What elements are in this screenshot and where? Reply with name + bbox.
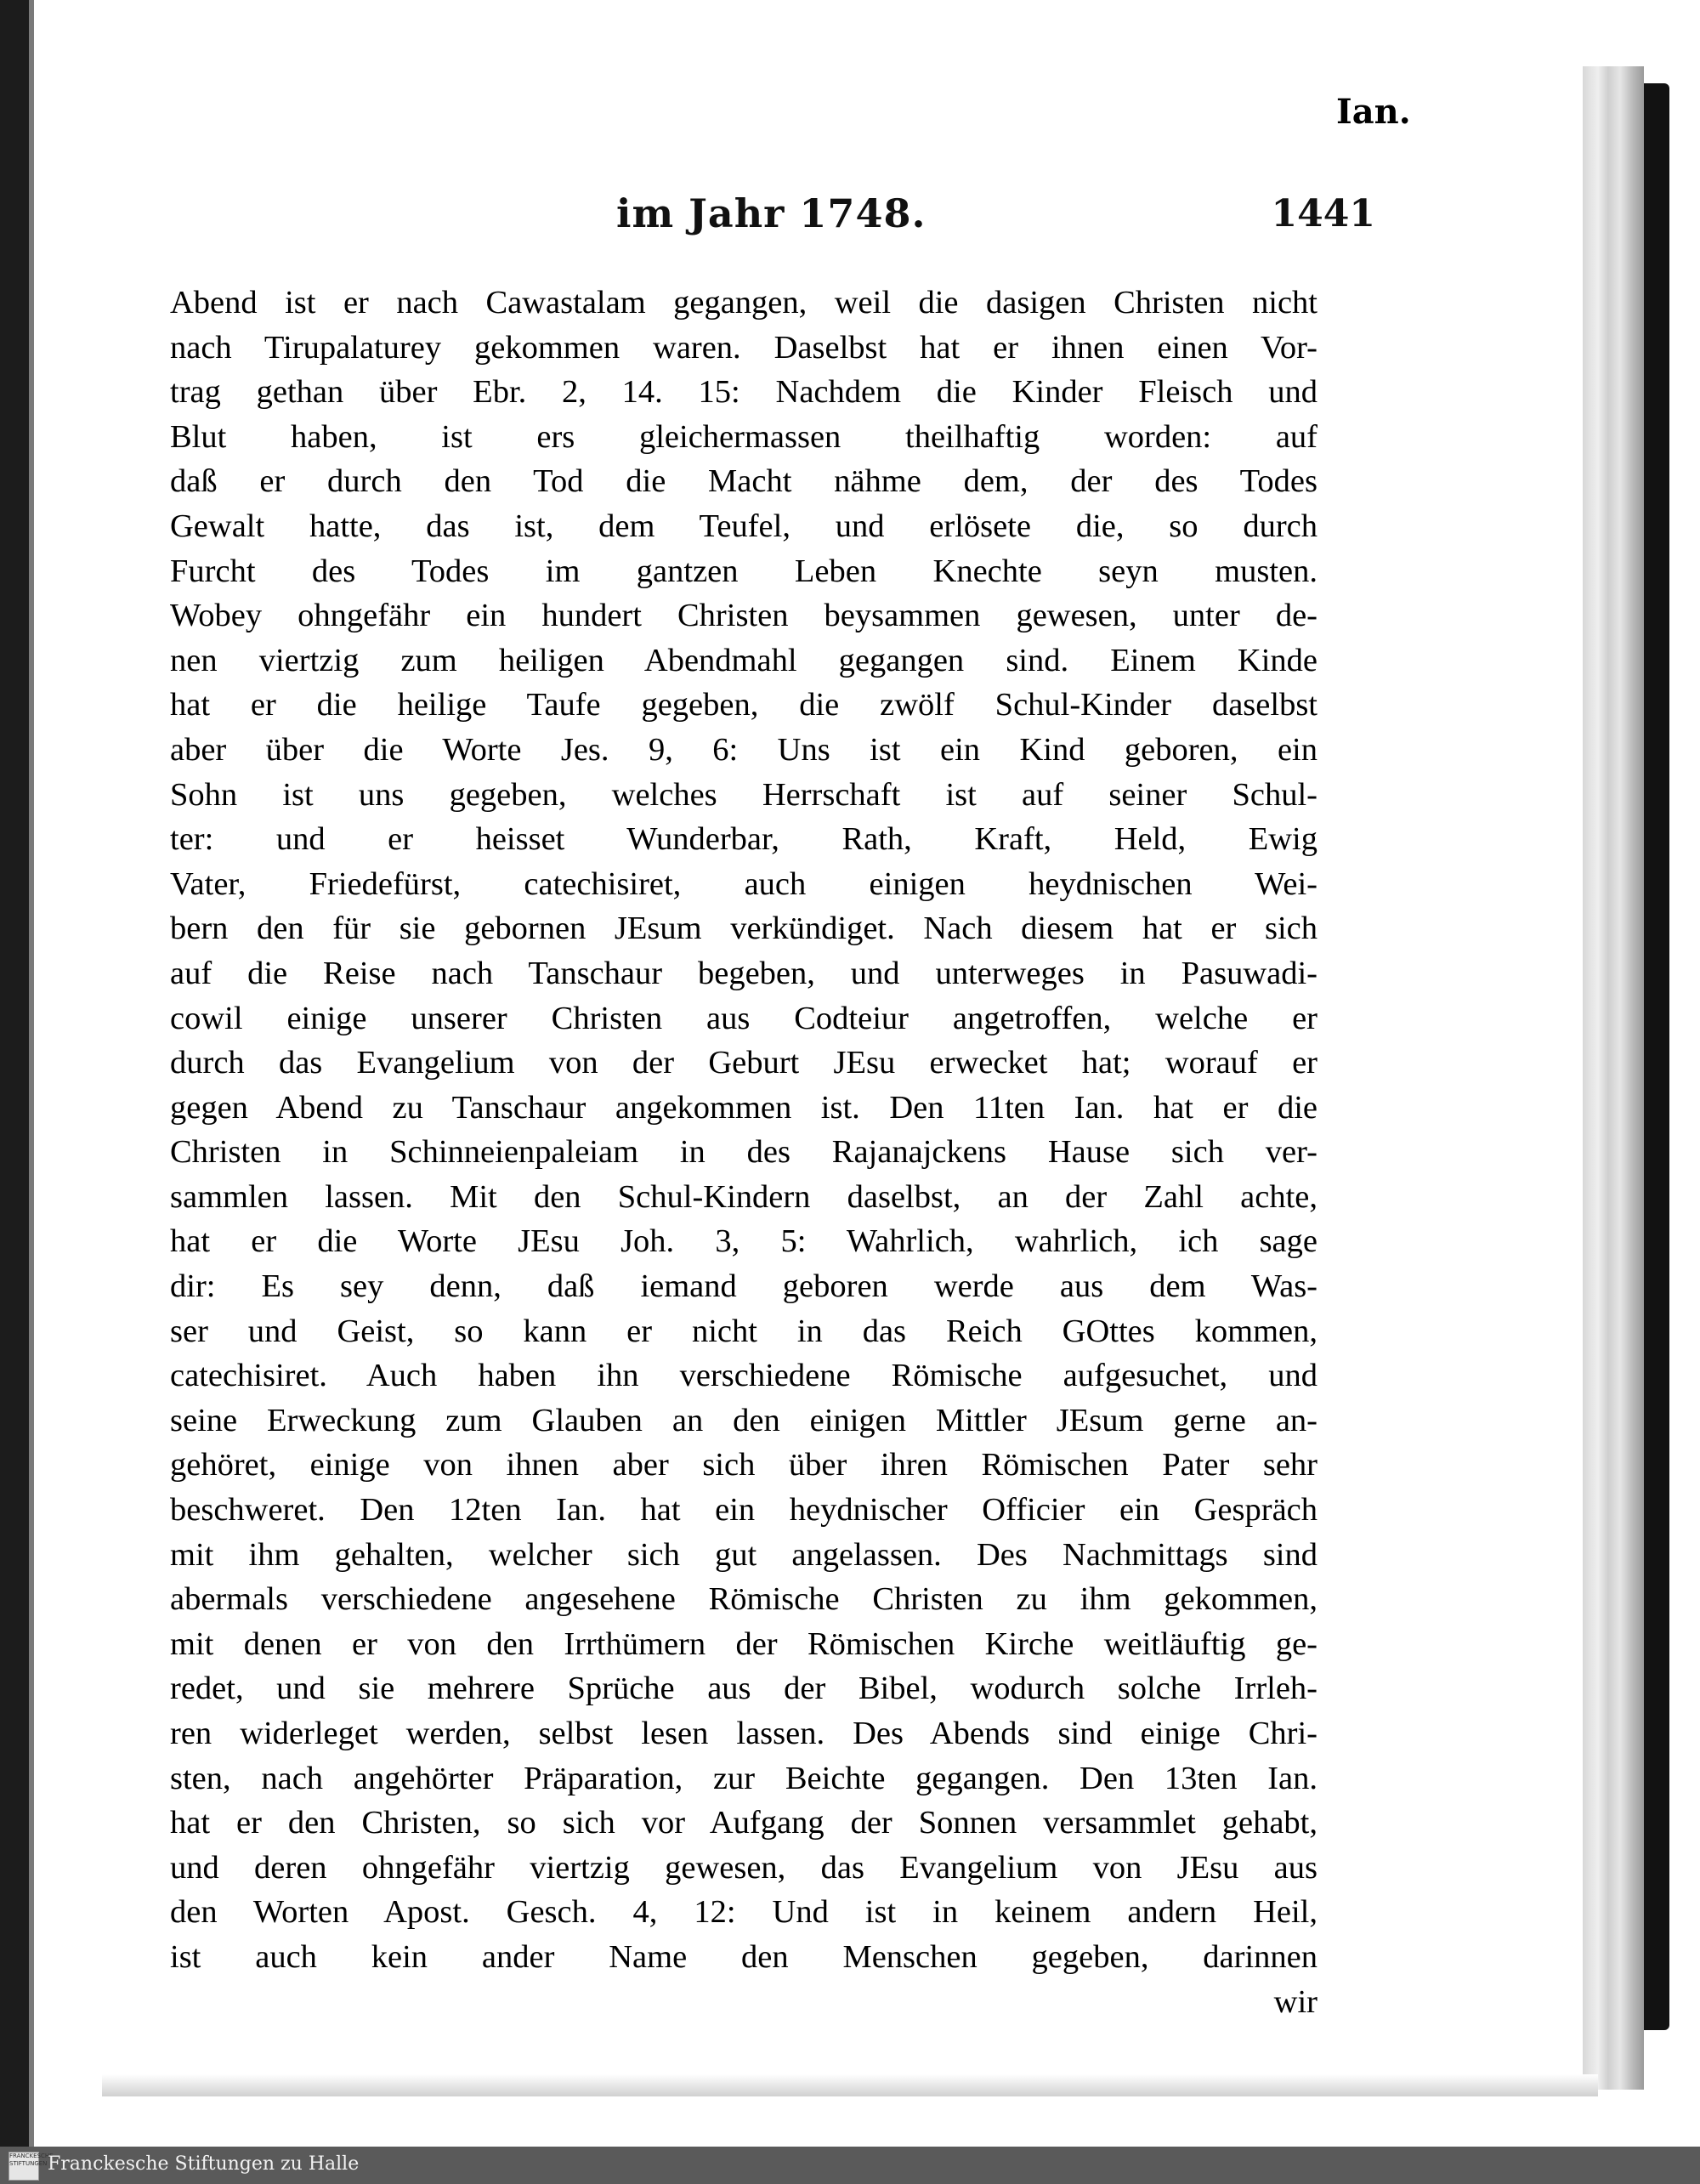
text-line: hat er die Worte JEsu Joh. 3, 5: Wahrlich, wahrlich, ich sage (170, 1223, 1318, 1260)
binding-edge-shadow (29, 0, 34, 2147)
text-line: nach Tirupalaturey gekommen waren. Daselbst hat er ihnen einen Vor- (170, 329, 1318, 366)
text-line: redet, und sie mehrere Sprüche aus der Bibel, wodurch solche Irrleh- (170, 1671, 1318, 1707)
institution-logo (8, 2152, 54, 2181)
text-line: dir: Es sey denn, daß iemand geboren werde aus dem Was- (170, 1268, 1318, 1305)
text-line: ser und Geist, so kann er nicht in das Reich GOttes kommen, (170, 1313, 1318, 1349)
running-head (128, 187, 1375, 247)
text-line: cowil einige unserer Christen aus Codteiur angetroffen, welche er (170, 1000, 1318, 1036)
text-line: aber über die Worte Jes. 9, 6: Uns ist ein Kind geboren, ein (170, 731, 1318, 768)
page-bottom-shadow (102, 2074, 1598, 2096)
text-line: ter: und er heisset Wunderbar, Rath, Kraft, Held, Ewig (170, 821, 1318, 858)
text-line: Blut haben, ist ers gleichermassen theilhaftig worden: auf (170, 418, 1318, 455)
text-line: wir (1273, 1983, 1318, 2020)
text-line: trag gethan über Ebr. 2, 14. 15: Nachdem die Kinder Fleisch und (170, 374, 1318, 411)
book-cover-edge (1644, 83, 1669, 2030)
running-head-title: im Jahr 1748. (616, 190, 926, 236)
text-line: mit denen er von den Irrthümern der Römischen Kirche weitläuftig ge- (170, 1625, 1318, 1662)
text-line: sammlen lassen. Mit den Schul-Kindern daselbst, an der Zahl achte, (170, 1178, 1318, 1215)
text-line: auf die Reise nach Tanschaur begeben, und unterweges in Pasuwadi- (170, 955, 1318, 991)
body-text (170, 281, 1318, 2024)
text-line: gegen Abend zu Tanschaur angekommen ist. Den 11ten Ian. hat er die (170, 1089, 1318, 1126)
text-line: bern den für sie gebornen JEsum verkündiget. Nach diesem hat er sich (170, 910, 1318, 947)
text-line: nen viertzig zum heiligen Abendmahl gegangen sind. Einem Kinde (170, 642, 1318, 678)
page-block-edge (1583, 66, 1644, 2090)
text-line: Vater, Friedefürst, catechisiret, auch einigen heydnischen Wei- (170, 865, 1318, 902)
text-line: Abend ist er nach Cawastalam gegangen, weil die dasigen Christen nicht (170, 285, 1318, 321)
text-line: hat er den Christen, so sich vor Aufgang der Sonnen versammlet gehabt, (170, 1805, 1318, 1841)
footer-bar (0, 2147, 1700, 2184)
text-line: sten, nach angehörter Präparation, zur Beichte gegangen. Den 13ten Ian. (170, 1760, 1318, 1796)
institution-logo-text: FRANCKESCHE STIFTUNGEN (9, 2153, 54, 2167)
text-line: Wobey ohngefähr ein hundert Christen beysammen gewesen, unter de- (170, 598, 1318, 634)
book-page (128, 187, 1375, 247)
text-line: Sohn ist uns gegeben, welches Herrschaft ist auf seiner Schul- (170, 776, 1318, 813)
margin-note-month: Ian. (1336, 92, 1411, 132)
text-line: Furcht des Todes im gantzen Leben Knechte seyn musten. (170, 553, 1318, 589)
text-line: mit ihm gehalten, welcher sich gut angelassen. Des Nachmittags sind (170, 1536, 1318, 1573)
text-line: catechisiret. Auch haben ihn verschiedene Römische aufgesuchet, und (170, 1358, 1318, 1394)
text-line: ren widerleget werden, selbst lesen lassen. Des Abends sind einige Chri- (170, 1716, 1318, 1751)
text-line: daß er durch den Tod die Macht nähme dem, der des Todes (170, 463, 1318, 500)
text-line: Gewalt hatte, das ist, dem Teufel, und erlösete die, so durch (170, 508, 1318, 544)
footer-institution: Franckesche Stiftungen zu Halle (48, 2153, 360, 2175)
text-line: seine Erweckung zum Glauben an den einigen Mittler JEsum gerne an- (170, 1402, 1318, 1438)
text-line: und deren ohngefähr viertzig gewesen, das Evangelium von JEsu aus (170, 1849, 1318, 1886)
text-line: ist auch kein ander Name den Menschen gegeben, darinnen (170, 1938, 1318, 1975)
page-number: 1441 (1271, 192, 1375, 235)
text-line: durch das Evangelium von der Geburt JEsu erwecket hat; worauf er (170, 1045, 1318, 1081)
text-line: abermals verschiedene angesehene Römische Christen zu ihm gekommen, (170, 1581, 1318, 1618)
text-line: Christen in Schinneienpaleiam in des Rajanajckens Hause sich ver- (170, 1134, 1318, 1171)
text-line: hat er die heilige Taufe gegeben, die zwölf Schul-Kinder daselbst (170, 687, 1318, 723)
text-line: gehöret, einige von ihnen aber sich über ihren Römischen Pater sehr (170, 1447, 1318, 1483)
binding-edge (0, 0, 29, 2147)
text-line: den Worten Apost. Gesch. 4, 12: Und ist in keinem andern Heil, (170, 1894, 1318, 1931)
text-line: beschweret. Den 12ten Ian. hat ein heydnischer Officier ein Gespräch (170, 1492, 1318, 1529)
